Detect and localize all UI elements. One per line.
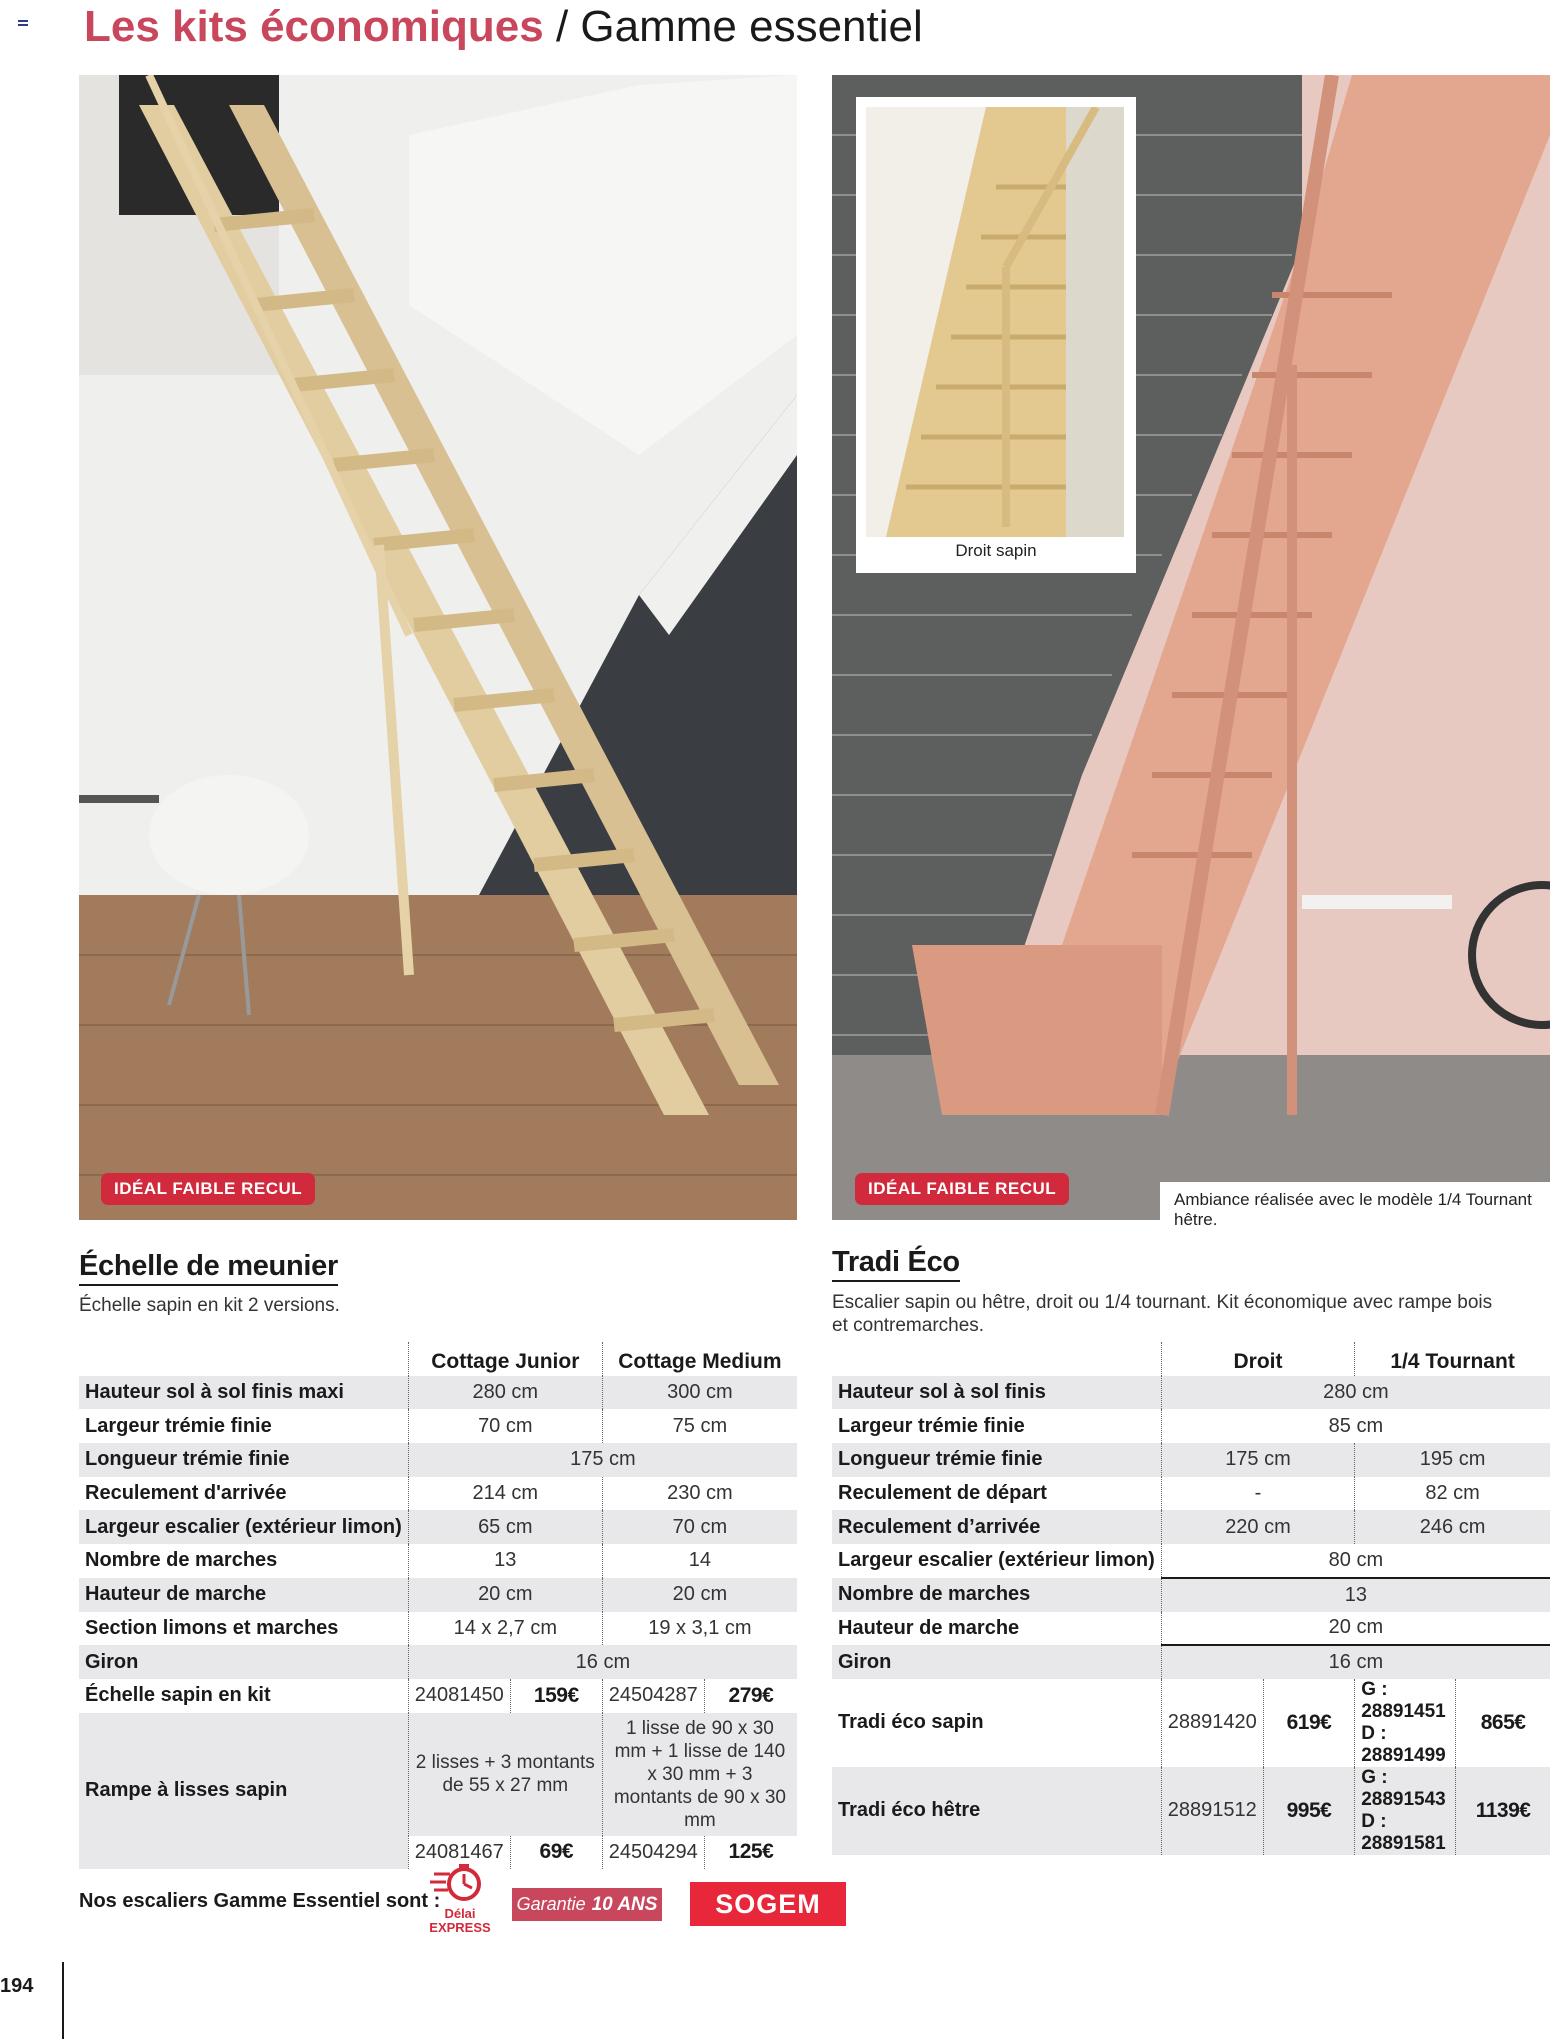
inset-droit-sapin [856,97,1136,573]
sogem-logo: SOGEM [690,1882,846,1926]
table-row: Giron 16 cm [79,1645,797,1679]
section-title-echelle: Échelle de meunier [79,1250,338,1286]
price: 159€ [510,1679,602,1713]
col-header: Cottage Medium [602,1342,797,1376]
col-header: 1/4 Tournant [1355,1342,1550,1376]
price: 865€ [1456,1679,1550,1767]
table-row: Reculement de départ - 82 cm [832,1477,1550,1511]
page-title [84,2,923,52]
spec-table-tradi-eco [832,1342,1550,1855]
badge-ideal-faible-recul-left: IDÉAL FAIBLE RECUL [101,1173,315,1205]
table-row: Largeur trémie finie 70 cm 75 cm [79,1409,797,1443]
table-row: Largeur escalier (extérieur limon) 80 cm [832,1544,1550,1578]
table-row-kit: Échelle sapin en kit 24081450 159€ 24504287 279€ [79,1679,797,1713]
col-header: Cottage Junior [408,1342,602,1376]
inset-photo [866,107,1124,537]
badge-ideal-faible-recul-right: IDÉAL FAIBLE RECUL [855,1173,1069,1205]
price: 69€ [510,1836,602,1870]
table-row-product: Tradi éco hêtre 28891512 995€ G : 28891543 D : 28891581 1139€ [832,1767,1550,1855]
table-row: Hauteur sol à sol finis 280 cm [832,1376,1550,1410]
table-row: Hauteur de marche 20 cm [832,1612,1550,1646]
garantie-badge: Garantie 10 ANS [512,1888,662,1921]
table-row-rampe-prices: 24081467 69€ 24504294 125€ [79,1836,797,1870]
table-row: Largeur escalier (extérieur limon) 65 cm 70 cm [79,1510,797,1544]
table-row: Reculement d'arrivée 214 cm 230 cm [79,1477,797,1511]
price: 279€ [704,1679,797,1713]
title-accent: Les kits économiques [84,2,544,51]
table-row: Hauteur de marche 20 cm 20 cm [79,1578,797,1612]
page-number: 194 [0,1975,34,1997]
table-row-rampe: Rampe à lisses sapin 2 lisses + 3 montants de 55 x 27 mm 1 lisse de 90 x 30 mm + 1 lisse de 140 x 30 mm + 3 montants de 90 x 30 mm [79,1713,797,1836]
price: 619€ [1263,1679,1354,1767]
title-separator: / [555,2,569,51]
table-row: Nombre de marches 13 [832,1578,1550,1612]
table-row: Section limons et marches 14 x 2,7 cm 19 x 3,1 cm [79,1612,797,1646]
footer-label: Nos escaliers Gamme Essentiel sont : [79,1890,441,1912]
table-row: Nombre de marches 13 14 [79,1544,797,1578]
delai-express-logo: Délai EXPRESS [428,1860,492,1940]
table-row: Reculement d’arrivée 220 cm 246 cm [832,1510,1550,1544]
spec-table-echelle [79,1342,797,1869]
table-row: Hauteur sol à sol finis maxi 280 cm 300 cm [79,1376,797,1410]
table-row-product: Tradi éco sapin 28891420 619€ G : 28891451 D : 28891499 865€ [832,1679,1550,1767]
photo-caption: Ambiance réalisée avec le modèle 1/4 Tournant hêtre. [1160,1182,1550,1238]
section-desc-echelle: Échelle sapin en kit 2 versions. [79,1295,340,1316]
table-row: Longueur trémie finie 175 cm 195 cm [832,1443,1550,1477]
table-row: Longueur trémie finie 175 cm [79,1443,797,1477]
table-row: Giron 16 cm [832,1645,1550,1679]
section-title-tradi-eco: Tradi Éco [832,1246,960,1282]
page-rule [62,1962,64,2039]
header-marker [18,20,28,26]
section-desc-tradi-eco: Escalier sapin ou hêtre, droit ou 1/4 tournant. Kit économique avec rampe bois et contremarches. [832,1292,1493,1336]
price: 1139€ [1456,1767,1550,1855]
price: 995€ [1263,1767,1354,1855]
col-header: Droit [1161,1342,1354,1376]
price: 125€ [704,1836,797,1870]
photo-echelle-meunier [79,75,797,1220]
title-rest: Gamme essentiel [580,2,923,51]
express-icon [428,1860,492,1906]
inset-caption: Droit sapin [955,541,1037,560]
table-row: Largeur trémie finie 85 cm [832,1409,1550,1443]
